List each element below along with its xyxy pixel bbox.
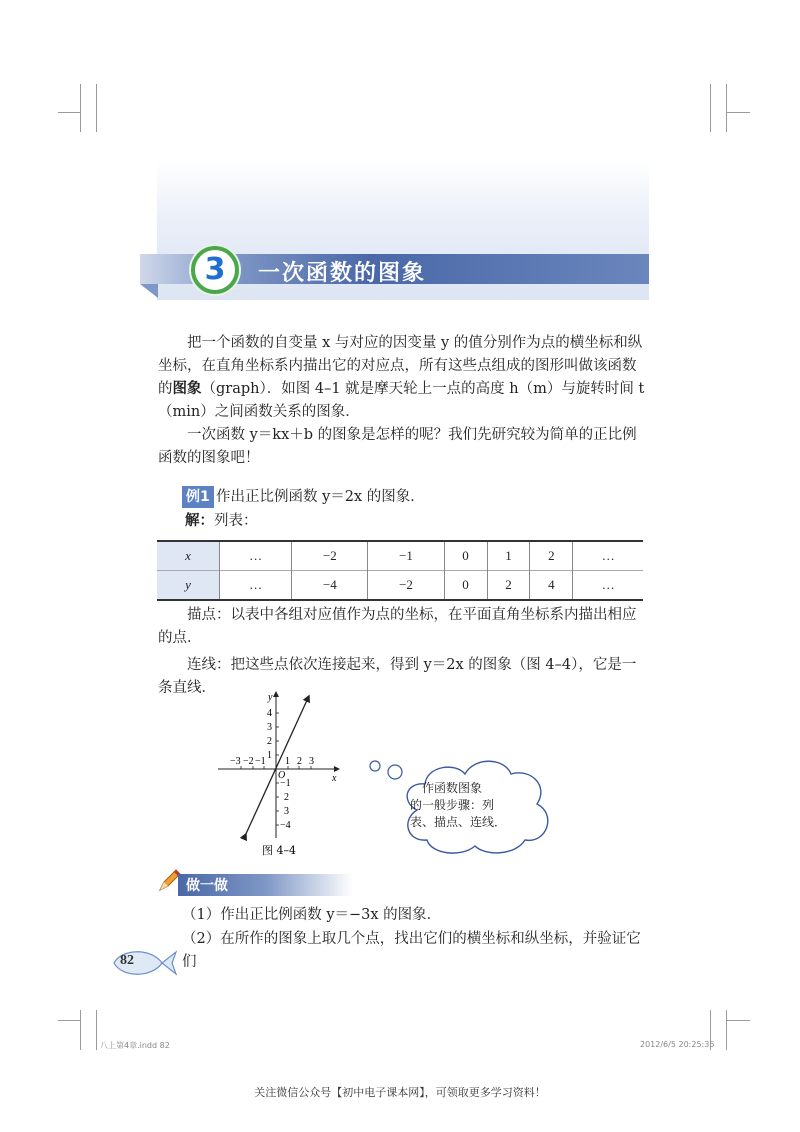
y-tick-label: 4 (267, 708, 272, 719)
crop-mark (726, 84, 727, 132)
crop-mark (726, 1010, 727, 1050)
table-cell: 2 (530, 541, 573, 571)
crop-mark (726, 112, 750, 113)
x-axis-label: x (332, 773, 337, 784)
section-title: 一次函数的图象 (258, 261, 427, 286)
table-cell: 4 (530, 571, 573, 601)
table-cell: −2 (292, 541, 368, 571)
doit-question-2: （2）在所作的图象上取几个点，找出它们的横坐标和纵坐标，并验证它们 (182, 931, 641, 970)
connect-step: 连线：把这些点依次连接起来，得到 y＝2x 的图象（图 4–4），它是一条直线． (158, 657, 637, 696)
table-cell: … (573, 541, 643, 571)
crop-mark (80, 84, 81, 132)
table-cell: … (220, 571, 292, 601)
crop-mark (80, 1010, 81, 1050)
page-number: 82 (120, 953, 134, 968)
cloud-line: 表、描点、连线． (410, 815, 507, 829)
cloud-line: 的一般步骤：列 (410, 798, 495, 812)
plot-step: 描点：以表中各组对应值作为点的坐标，在平面直角坐标系内描出相应的点． (158, 607, 637, 646)
figure-caption: 图 4–4 (262, 844, 296, 857)
table-cell: x (157, 541, 220, 571)
intro-text: 把一个函数的自变量 x 与对应的因变量 y 的值分别作为点的横坐标和纵坐标，在直角坐标系内描出它的对应点，所有这些点组成的图形叫做该函数的 (158, 335, 643, 397)
table-cell: −2 (368, 571, 444, 601)
crop-mark (58, 112, 80, 113)
y-tick-label: 2 (284, 792, 289, 803)
table-cell: 0 (444, 541, 487, 571)
table-cell: −1 (368, 541, 444, 571)
x-tick-label: −2 (243, 756, 254, 767)
y-tick-label: −4 (280, 820, 291, 831)
value-table (157, 540, 643, 601)
graph-figure (212, 688, 362, 858)
x-tick-label: 3 (309, 756, 314, 767)
y-tick-label: 3 (267, 722, 272, 733)
crop-mark (96, 84, 97, 132)
intro-paragraph (158, 332, 648, 424)
x-tick-label: −3 (230, 756, 241, 767)
title-bar-notch (140, 284, 158, 298)
solution-line (185, 510, 258, 532)
y-tick-label: 1 (267, 750, 272, 761)
x-tick-label: 1 (285, 756, 290, 767)
intro-tail: （graph）．如图 4–1 就是摩天轮上一点的高度 h（m）与旋转时间 t（min）之间函数关系的图象． (158, 381, 645, 420)
slug-left: 八上第4章.indd 82 (100, 1041, 170, 1050)
crop-mark (58, 1020, 80, 1021)
table-cell: 2 (487, 571, 530, 601)
intro-paragraph-2: 一次函数 y＝kx＋b 的图象是怎样的呢？我们先研究较为简单的正比例函数的图象吧！ (158, 427, 637, 466)
crop-mark (96, 1010, 97, 1050)
table-cell: −4 (292, 571, 368, 601)
footer-note: 关注微信公众号【初中电子课本网】，可领取更多学习资料！ (254, 1086, 546, 1099)
term-graph: 图象 (172, 381, 202, 397)
origin-label: O (278, 770, 286, 781)
example-tag: 例1 (182, 486, 214, 508)
table-row (157, 541, 643, 571)
slug-right: 2012/6/5 20:25:35 (640, 1040, 715, 1049)
table-cell: 1 (487, 541, 530, 571)
doit-question-1: （1）作出正比例函数 y＝−3x 的图象． (182, 907, 442, 923)
x-tick-label: −1 (255, 756, 266, 767)
solution-text: 列表： (214, 513, 258, 529)
crop-mark (710, 84, 711, 132)
x-tick-label: 2 (297, 756, 302, 767)
table-cell: 0 (444, 571, 487, 601)
cloud-text (410, 780, 540, 831)
section-number-badge: 3 (191, 246, 239, 294)
table-cell: … (573, 571, 643, 601)
y-axis-label: y (268, 692, 273, 703)
cloud-line: 作函数图象 (422, 781, 483, 795)
example-text: 作出正比例函数 y＝2x 的图象． (216, 489, 425, 505)
y-tick-label: 3 (284, 806, 289, 817)
crop-mark (726, 1020, 750, 1021)
y-tick-label: 2 (267, 736, 272, 747)
table-row (157, 571, 643, 601)
y-tick-label: −1 (280, 778, 291, 789)
doit-label: 做一做 (186, 878, 228, 894)
table-cell: y (157, 571, 220, 601)
table-cell: … (220, 541, 292, 571)
solution-label: 解： (185, 513, 214, 529)
